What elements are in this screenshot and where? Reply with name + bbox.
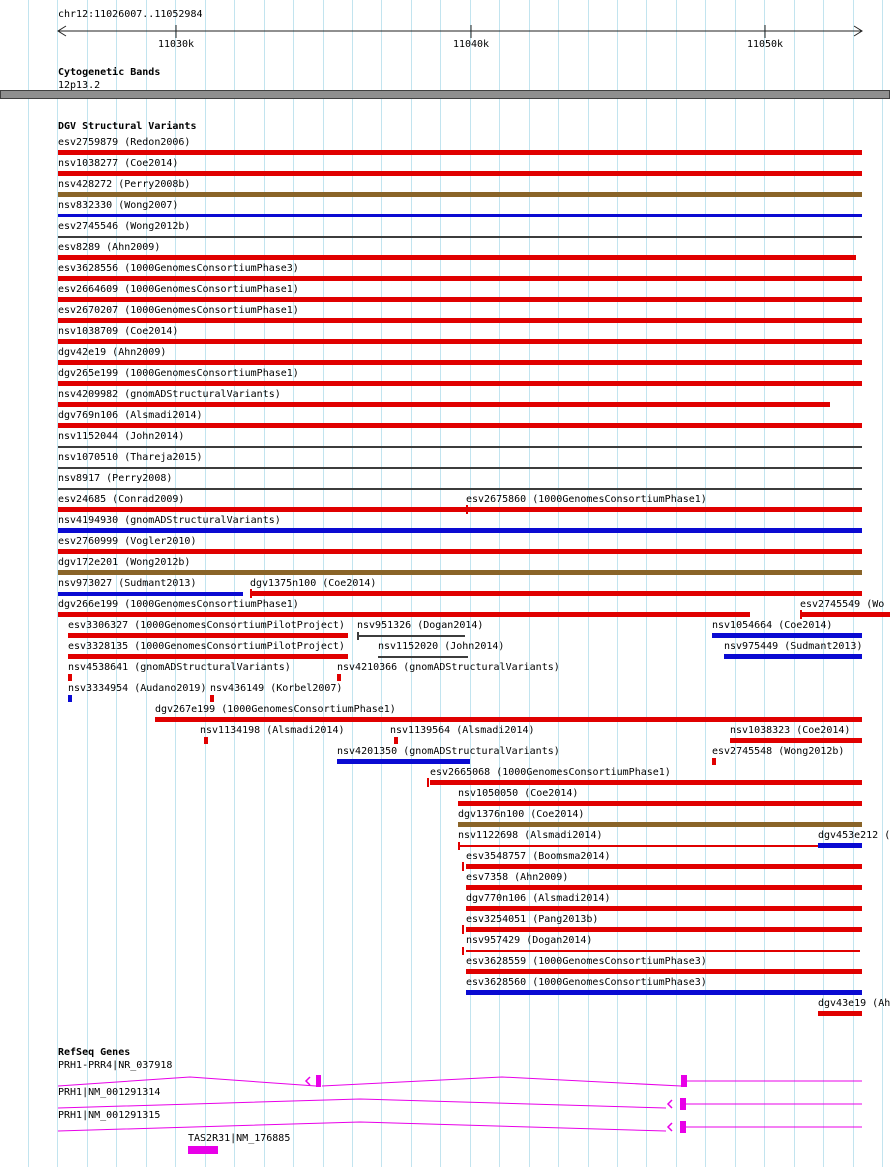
variant-bar[interactable] — [58, 339, 862, 344]
variant-bar[interactable] — [58, 150, 862, 155]
variant-bar[interactable] — [58, 612, 750, 617]
variant-bar[interactable] — [357, 635, 465, 637]
variant-label[interactable]: nsv975449 (Sudmant2013) — [724, 641, 863, 652]
variant-label[interactable]: dgv267e199 (1000GenomesConsortiumPhase1) — [155, 704, 396, 715]
variant-label[interactable]: esv2759879 (Redon2006) — [58, 137, 191, 148]
variant-bar[interactable] — [427, 778, 429, 787]
variant-label[interactable]: dgv769n106 (Alsmadi2014) — [58, 410, 203, 421]
variant-label[interactable]: nsv1152044 (John2014) — [58, 431, 185, 442]
gene-label[interactable]: PRH1-PRR4|NR_037918 — [58, 1060, 173, 1071]
variant-bar[interactable] — [210, 695, 214, 702]
variant-bar[interactable] — [155, 717, 862, 722]
variant-label[interactable]: esv2664609 (1000GenomesConsortiumPhase1) — [58, 284, 299, 295]
variant-bar[interactable] — [58, 528, 862, 533]
variant-bar[interactable] — [68, 695, 72, 702]
gene-strand-arrow-icon — [306, 1077, 310, 1085]
variant-label[interactable]: dgv1375n100 (Coe2014) — [250, 578, 377, 589]
variant-label[interactable]: nsv1122698 (Alsmadi2014) — [458, 830, 603, 841]
variant-label[interactable]: esv2675860 (1000GenomesConsortiumPhase1) — [466, 494, 707, 505]
variant-bar[interactable] — [58, 276, 862, 281]
variant-label[interactable]: esv2665068 (1000GenomesConsortiumPhase1) — [430, 767, 671, 778]
variant-label[interactable]: esv24685 (Conrad2009) — [58, 494, 185, 505]
variant-bar[interactable] — [58, 236, 862, 238]
variant-label[interactable]: dgv453e212 ( — [818, 830, 890, 841]
variant-bar[interactable] — [337, 674, 341, 681]
gene-exon[interactable] — [680, 1121, 686, 1133]
gene-strand-arrow-icon — [668, 1100, 672, 1108]
variant-bar[interactable] — [58, 423, 862, 428]
gene-exon[interactable] — [681, 1075, 687, 1087]
variant-bar[interactable] — [68, 674, 72, 681]
gene-label[interactable]: PRH1|NM_001291314 — [58, 1087, 161, 1098]
variant-bar[interactable] — [466, 864, 862, 869]
variant-label[interactable]: nsv1038709 (Coe2014) — [58, 326, 179, 337]
variant-bar[interactable] — [712, 633, 862, 638]
variant-label[interactable]: nsv1070510 (Thareja2015) — [58, 452, 203, 463]
variant-label[interactable]: nsv973027 (Sudmant2013) — [58, 578, 197, 589]
variant-label[interactable]: esv3628559 (1000GenomesConsortiumPhase3) — [466, 956, 707, 967]
variant-label[interactable]: esv2670207 (1000GenomesConsortiumPhase1) — [58, 305, 299, 316]
variant-label[interactable]: esv2745549 (Wo — [800, 599, 885, 610]
variant-bar[interactable] — [466, 990, 862, 995]
variant-label[interactable]: esv7358 (Ahn2009) — [466, 872, 569, 883]
variant-bar[interactable] — [58, 507, 466, 512]
gene-label[interactable]: PRH1|NM_001291315 — [58, 1110, 161, 1121]
variant-label[interactable]: nsv428272 (Perry2008b) — [58, 179, 191, 190]
variant-label[interactable]: dgv265e199 (1000GenomesConsortiumPhase1) — [58, 368, 299, 379]
variant-bar[interactable] — [58, 402, 830, 407]
variant-bar[interactable] — [466, 927, 862, 932]
cytoband-label: 12p13.2 — [58, 80, 101, 91]
variant-bar[interactable] — [466, 950, 860, 952]
gene-intron-line[interactable] — [58, 1122, 666, 1131]
variant-bar[interactable] — [58, 592, 243, 596]
variant-label[interactable]: esv2760999 (Vogler2010) — [58, 536, 197, 547]
variant-bar[interactable] — [466, 906, 862, 911]
variant-label[interactable]: nsv3334954 (Audano2019) — [68, 683, 207, 694]
variant-label[interactable]: nsv951326 (Dogan2014) — [357, 620, 484, 631]
variant-bar[interactable] — [68, 633, 348, 638]
variant-bar[interactable] — [462, 925, 464, 934]
variant-label[interactable]: esv2745548 (Wong2012b) — [712, 746, 845, 757]
variant-label[interactable]: nsv1054664 (Coe2014) — [712, 620, 833, 631]
variant-label[interactable]: nsv4201350 (gnomADStructuralVariants) — [337, 746, 560, 757]
variant-label[interactable]: nsv1038323 (Coe2014) — [730, 725, 851, 736]
variant-bar[interactable] — [462, 947, 464, 955]
variant-bar[interactable] — [458, 845, 856, 847]
ruler-tick-label: 11030k — [157, 39, 195, 50]
ruler-left-arrow-icon — [58, 26, 66, 36]
variant-label[interactable]: nsv4209982 (gnomADStructuralVariants) — [58, 389, 281, 400]
refseq-section-header: RefSeq Genes — [58, 1047, 131, 1058]
variant-label[interactable]: nsv8917 (Perry2008) — [58, 473, 173, 484]
ruler-tick-label: 11050k — [746, 39, 784, 50]
variant-label[interactable]: dgv42e19 (Ahn2009) — [58, 347, 167, 358]
variant-bar[interactable] — [58, 549, 862, 554]
variant-bar[interactable] — [818, 1011, 862, 1016]
gridline — [882, 0, 883, 1167]
variant-bar[interactable] — [58, 570, 862, 575]
gene-exon[interactable] — [316, 1075, 321, 1087]
gene-intron-line[interactable] — [322, 1077, 681, 1086]
variant-label[interactable]: nsv1134198 (Alsmadi2014) — [200, 725, 345, 736]
variant-bar[interactable] — [68, 654, 348, 659]
variant-label[interactable]: nsv1152020 (John2014) — [378, 641, 505, 652]
ruler-tick-label: 11040k — [452, 39, 490, 50]
variant-bar[interactable] — [58, 381, 862, 386]
variant-label[interactable]: esv3328135 (1000GenomesConsortiumPilotProject) — [68, 641, 345, 652]
variant-bar[interactable] — [58, 467, 862, 469]
variant-bar[interactable] — [458, 801, 862, 806]
variant-label[interactable]: esv8289 (Ahn2009) — [58, 242, 161, 253]
variant-bar[interactable] — [58, 214, 862, 217]
variant-label[interactable]: dgv1376n100 (Coe2014) — [458, 809, 585, 820]
variant-label[interactable]: nsv4194930 (gnomADStructuralVariants) — [58, 515, 281, 526]
gene-intron-line[interactable] — [58, 1077, 316, 1086]
variant-label[interactable]: nsv1038277 (Coe2014) — [58, 158, 179, 169]
dgv-section-header: DGV Structural Variants — [58, 121, 197, 132]
gene-label[interactable]: TAS2R31|NM_176885 — [188, 1133, 291, 1144]
variant-bar[interactable] — [458, 822, 862, 827]
variant-label[interactable]: dgv172e201 (Wong2012b) — [58, 557, 191, 568]
gene-exon[interactable] — [188, 1146, 218, 1154]
variant-bar[interactable] — [430, 780, 862, 785]
cytobands-section-header: Cytogenetic Bands — [58, 67, 161, 78]
variant-label[interactable]: nsv957429 (Dogan2014) — [466, 935, 593, 946]
variant-label[interactable]: dgv770n106 (Alsmadi2014) — [466, 893, 611, 904]
variant-bar[interactable] — [466, 507, 862, 512]
variant-bar[interactable] — [58, 192, 862, 197]
variant-label[interactable]: nsv4210366 (gnomADStructuralVariants) — [337, 662, 560, 673]
variant-bar[interactable] — [818, 843, 862, 848]
variant-bar[interactable] — [58, 318, 862, 323]
variant-label[interactable]: esv3628560 (1000GenomesConsortiumPhase3) — [466, 977, 707, 988]
variant-bar[interactable] — [724, 654, 862, 659]
cytoband-bar — [0, 90, 890, 99]
variant-bar[interactable] — [204, 737, 208, 744]
variant-label[interactable]: esv3306327 (1000GenomesConsortiumPilotProject) — [68, 620, 345, 631]
variant-bar[interactable] — [712, 758, 716, 765]
variant-bar[interactable] — [58, 297, 862, 302]
ruler-right-arrow-icon — [854, 26, 862, 36]
gridline — [28, 0, 29, 1167]
variant-label[interactable]: nsv1139564 (Alsmadi2014) — [390, 725, 535, 736]
variant-label[interactable]: esv3628556 (1000GenomesConsortiumPhase3) — [58, 263, 299, 274]
variant-label[interactable]: nsv4538641 (gnomADStructuralVariants) — [68, 662, 291, 673]
variant-label[interactable]: dgv266e199 (1000GenomesConsortiumPhase1) — [58, 599, 299, 610]
variant-label[interactable]: nsv1050050 (Coe2014) — [458, 788, 579, 799]
variant-bar[interactable] — [800, 612, 890, 617]
variant-bar[interactable] — [462, 862, 464, 871]
variant-bar[interactable] — [337, 759, 470, 764]
gene-exon[interactable] — [680, 1098, 686, 1110]
variant-bar[interactable] — [58, 255, 856, 260]
variant-label[interactable]: esv3254051 (Pang2013b) — [466, 914, 599, 925]
variant-bar[interactable] — [58, 488, 862, 490]
variant-label[interactable]: nsv436149 (Korbel2007) — [210, 683, 343, 694]
variant-label[interactable]: esv2745546 (Wong2012b) — [58, 221, 191, 232]
variant-bar[interactable] — [466, 969, 862, 974]
variant-bar[interactable] — [466, 885, 862, 890]
variant-bar[interactable] — [58, 171, 862, 176]
region-label: chr12:11026007..11052984 — [58, 9, 203, 20]
variant-bar[interactable] — [250, 591, 862, 596]
variant-label[interactable]: nsv832330 (Wong2007) — [58, 200, 179, 211]
variant-bar[interactable] — [378, 656, 468, 658]
variant-bar[interactable] — [58, 360, 862, 365]
variant-label[interactable]: dgv43e19 (Ah — [818, 998, 890, 1009]
variant-bar[interactable] — [394, 737, 398, 744]
variant-bar[interactable] — [730, 738, 862, 743]
variant-label[interactable]: esv3548757 (Boomsma2014) — [466, 851, 611, 862]
gene-intron-line[interactable] — [58, 1099, 666, 1108]
gene-strand-arrow-icon — [668, 1123, 672, 1131]
variant-bar[interactable] — [58, 446, 862, 448]
